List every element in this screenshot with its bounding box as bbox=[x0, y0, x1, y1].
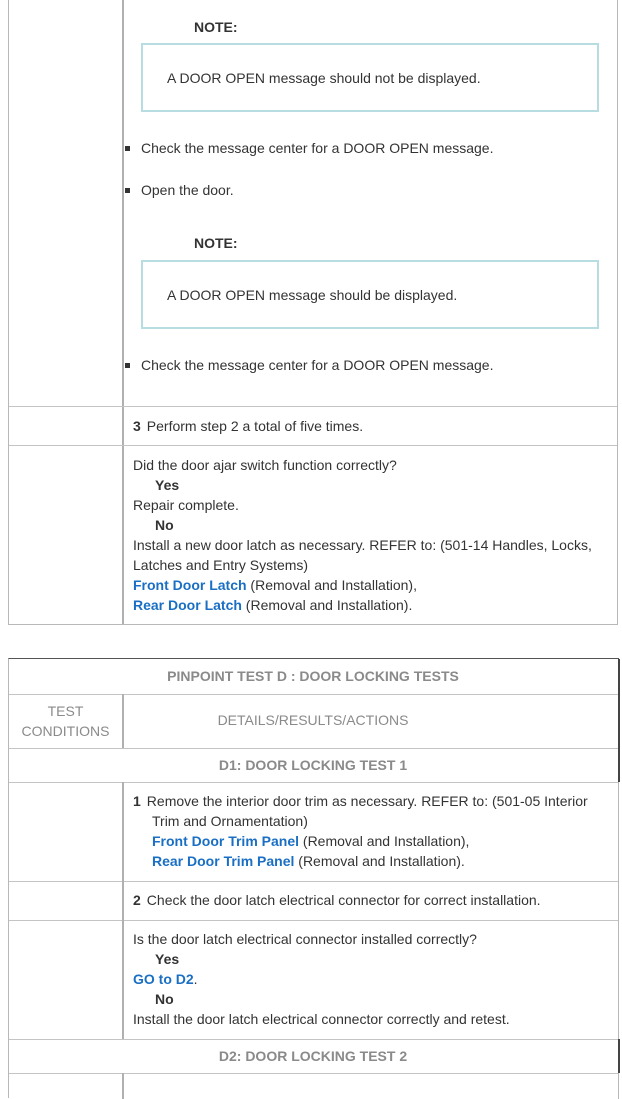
bullet-text: Check the message center for a DOOR OPEN message. bbox=[141, 140, 494, 156]
step-2 bbox=[133, 890, 541, 910]
result-block bbox=[133, 455, 613, 615]
step-text: Perform step 2 a total of five times. bbox=[146, 418, 364, 434]
link-suffix: . bbox=[193, 971, 198, 987]
row-divider bbox=[9, 406, 617, 407]
column-divider bbox=[122, 782, 124, 1039]
step-text: Check the door latch electrical connector for correct installation. bbox=[146, 892, 541, 908]
row-divider bbox=[9, 1039, 619, 1040]
table-right-border bbox=[618, 1073, 619, 1099]
d1-step-title: D1: DOOR LOCKING TEST 1 bbox=[218, 757, 408, 773]
note-label: NOTE: bbox=[194, 19, 238, 35]
row-divider bbox=[9, 881, 619, 882]
row-divider bbox=[9, 1073, 619, 1074]
column-header-line: TEST bbox=[47, 703, 84, 719]
step-number: 2 bbox=[133, 892, 141, 908]
result-question: Did the door ajar switch function correctly? bbox=[133, 457, 397, 473]
answer-no-label: No bbox=[155, 991, 174, 1007]
row-divider bbox=[9, 694, 619, 695]
link-suffix: (Removal and Installation), bbox=[299, 833, 470, 849]
answer-no-text-line2: Latches and Entry Systems) bbox=[133, 557, 309, 573]
note-text: A DOOR OPEN message should not be displayed. bbox=[167, 69, 481, 86]
column-header-details: DETAILS/RESULTS/ACTIONS bbox=[217, 712, 409, 728]
column-header-line: CONDITIONS bbox=[21, 723, 110, 739]
step-number: 1 bbox=[133, 793, 141, 809]
step-1 bbox=[133, 791, 613, 871]
answer-yes-text: Repair complete. bbox=[133, 497, 239, 513]
front-door-trim-panel-link[interactable]: Front Door Trim Panel bbox=[152, 833, 300, 849]
note-text: A DOOR OPEN message should be displayed. bbox=[167, 286, 458, 303]
link-suffix: (Removal and Installation), bbox=[246, 577, 417, 593]
bullet-icon bbox=[125, 188, 130, 193]
row-divider bbox=[9, 748, 619, 749]
answer-no-text-line1: Install a new door latch as necessary. REFER to: (501-14 Handles, Locks, bbox=[133, 537, 592, 553]
bullet-text: Check the message center for a DOOR OPEN message. bbox=[141, 357, 494, 373]
row-divider bbox=[9, 445, 617, 446]
step-number: 3 bbox=[133, 418, 141, 434]
link-suffix: (Removal and Installation). bbox=[241, 597, 413, 613]
instruction-bullet bbox=[125, 138, 493, 158]
bullet-text: Open the door. bbox=[141, 182, 234, 198]
link-suffix: (Removal and Installation). bbox=[294, 853, 465, 869]
rear-door-latch-link[interactable]: Rear Door Latch bbox=[133, 597, 242, 613]
bullet-icon bbox=[125, 146, 130, 151]
row-divider bbox=[9, 782, 619, 783]
answer-yes-label: Yes bbox=[155, 951, 180, 967]
d2-step-title: D2: DOOR LOCKING TEST 2 bbox=[218, 1048, 408, 1064]
note-box bbox=[141, 43, 599, 112]
front-door-latch-link[interactable]: Front Door Latch bbox=[133, 577, 247, 593]
answer-no-text: Install the door latch electrical connector correctly and retest. bbox=[133, 1011, 510, 1027]
answer-yes-label: Yes bbox=[155, 477, 180, 493]
step-text-line1: Remove the interior door trim as necessary. REFER to: (501-05 Interior bbox=[146, 793, 588, 809]
step-text-line2: Trim and Ornamentation) bbox=[152, 813, 308, 829]
column-divider bbox=[122, 1073, 124, 1099]
result-block bbox=[133, 929, 613, 1029]
step-3 bbox=[133, 416, 363, 436]
go-to-d2-link[interactable]: GO to D2 bbox=[133, 971, 194, 987]
result-question: Is the door latch electrical connector installed correctly? bbox=[133, 931, 477, 947]
table-right-border bbox=[618, 782, 619, 1039]
note-box bbox=[141, 260, 599, 329]
bullet-icon bbox=[125, 363, 130, 368]
note-label: NOTE: bbox=[194, 235, 238, 251]
answer-no-label: No bbox=[155, 517, 174, 533]
column-header-test-conditions bbox=[9, 701, 122, 741]
row-divider bbox=[9, 920, 619, 921]
table-right-border bbox=[618, 1039, 620, 1073]
column-divider bbox=[122, 0, 124, 624]
instruction-bullet bbox=[125, 355, 493, 375]
table-right-border bbox=[618, 659, 620, 782]
pinpoint-test-title: PINPOINT TEST D : DOOR LOCKING TESTS bbox=[167, 668, 459, 684]
rear-door-trim-panel-link[interactable]: Rear Door Trim Panel bbox=[152, 853, 295, 869]
instruction-bullet bbox=[125, 180, 234, 200]
